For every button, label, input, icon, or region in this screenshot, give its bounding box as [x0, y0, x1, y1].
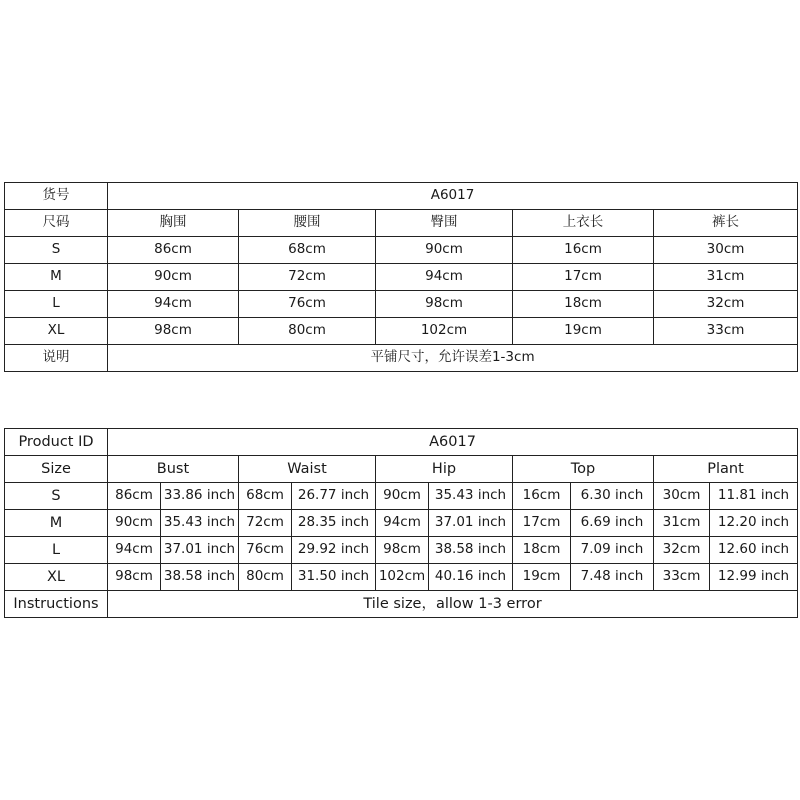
cm-cell: 94cm	[376, 510, 429, 537]
size-table-chinese	[4, 182, 798, 372]
value-cell: 102cm	[376, 318, 513, 345]
inch-cell: 11.81 inch	[710, 483, 798, 510]
size-label: Size	[5, 456, 108, 483]
inch-cell: 12.20 inch	[710, 510, 798, 537]
size-cell: S	[5, 237, 108, 264]
note-label: Instructions	[5, 591, 108, 618]
product-id-label: 货号	[5, 183, 108, 210]
size-cell: L	[5, 537, 108, 564]
cm-cell: 76cm	[239, 537, 292, 564]
inch-cell: 35.43 inch	[161, 510, 239, 537]
cm-cell: 94cm	[108, 537, 161, 564]
value-cell: 86cm	[108, 237, 239, 264]
size-cell: XL	[5, 564, 108, 591]
value-cell: 98cm	[108, 318, 239, 345]
cm-cell: 31cm	[654, 510, 710, 537]
cm-cell: 102cm	[376, 564, 429, 591]
table-row	[5, 291, 798, 318]
note-row	[5, 345, 798, 372]
table-row	[5, 483, 798, 510]
value-cell: 33cm	[654, 318, 798, 345]
cm-cell: 33cm	[654, 564, 710, 591]
size-table-english	[4, 428, 798, 618]
note-text: 平铺尺寸，允许误差1-3cm	[108, 345, 798, 372]
table-row	[5, 237, 798, 264]
column-header-bust: Bust	[108, 456, 239, 483]
value-cell: 90cm	[108, 264, 239, 291]
column-header-pants-length: 裤长	[654, 210, 798, 237]
inch-cell: 38.58 inch	[161, 564, 239, 591]
column-header-bust: 胸围	[108, 210, 239, 237]
inch-cell: 37.01 inch	[429, 510, 513, 537]
value-cell: 32cm	[654, 291, 798, 318]
cm-cell: 17cm	[513, 510, 571, 537]
size-cell: M	[5, 510, 108, 537]
table-row	[5, 537, 798, 564]
column-header-waist: 腰围	[239, 210, 376, 237]
size-cell: XL	[5, 318, 108, 345]
inch-cell: 28.35 inch	[292, 510, 376, 537]
note-row	[5, 591, 798, 618]
inch-cell: 29.92 inch	[292, 537, 376, 564]
cm-cell: 80cm	[239, 564, 292, 591]
value-cell: 72cm	[239, 264, 376, 291]
inch-cell: 37.01 inch	[161, 537, 239, 564]
product-id-row	[5, 429, 798, 456]
value-cell: 98cm	[376, 291, 513, 318]
inch-cell: 6.69 inch	[571, 510, 654, 537]
product-id-value: A6017	[108, 183, 798, 210]
inch-cell: 40.16 inch	[429, 564, 513, 591]
inch-cell: 7.48 inch	[571, 564, 654, 591]
product-id-row	[5, 183, 798, 210]
column-header-hip: Hip	[376, 456, 513, 483]
cm-cell: 16cm	[513, 483, 571, 510]
table-row	[5, 564, 798, 591]
inch-cell: 31.50 inch	[292, 564, 376, 591]
size-cell: M	[5, 264, 108, 291]
size-label: 尺码	[5, 210, 108, 237]
cm-cell: 68cm	[239, 483, 292, 510]
cm-cell: 90cm	[108, 510, 161, 537]
cm-cell: 90cm	[376, 483, 429, 510]
inch-cell: 38.58 inch	[429, 537, 513, 564]
column-header-waist: Waist	[239, 456, 376, 483]
product-id-value: A6017	[108, 429, 798, 456]
column-header-hip: 臀围	[376, 210, 513, 237]
inch-cell: 26.77 inch	[292, 483, 376, 510]
cm-cell: 98cm	[376, 537, 429, 564]
table-row	[5, 318, 798, 345]
size-cell: S	[5, 483, 108, 510]
inch-cell: 12.99 inch	[710, 564, 798, 591]
cm-cell: 32cm	[654, 537, 710, 564]
header-row	[5, 456, 798, 483]
cm-cell: 86cm	[108, 483, 161, 510]
size-cell: L	[5, 291, 108, 318]
header-row	[5, 210, 798, 237]
value-cell: 80cm	[239, 318, 376, 345]
inch-cell: 6.30 inch	[571, 483, 654, 510]
value-cell: 68cm	[239, 237, 376, 264]
inch-cell: 7.09 inch	[571, 537, 654, 564]
value-cell: 16cm	[513, 237, 654, 264]
column-header-top: Top	[513, 456, 654, 483]
value-cell: 17cm	[513, 264, 654, 291]
value-cell: 76cm	[239, 291, 376, 318]
cm-cell: 30cm	[654, 483, 710, 510]
cm-cell: 18cm	[513, 537, 571, 564]
value-cell: 94cm	[376, 264, 513, 291]
value-cell: 30cm	[654, 237, 798, 264]
table-row	[5, 264, 798, 291]
cm-cell: 72cm	[239, 510, 292, 537]
inch-cell: 33.86 inch	[161, 483, 239, 510]
inch-cell: 12.60 inch	[710, 537, 798, 564]
cm-cell: 19cm	[513, 564, 571, 591]
product-id-label: Product ID	[5, 429, 108, 456]
note-label: 说明	[5, 345, 108, 372]
note-text: Tile size，allow 1-3 error	[108, 591, 798, 618]
value-cell: 94cm	[108, 291, 239, 318]
value-cell: 19cm	[513, 318, 654, 345]
value-cell: 31cm	[654, 264, 798, 291]
cm-cell: 98cm	[108, 564, 161, 591]
value-cell: 18cm	[513, 291, 654, 318]
table-row	[5, 510, 798, 537]
column-header-plant: Plant	[654, 456, 798, 483]
value-cell: 90cm	[376, 237, 513, 264]
inch-cell: 35.43 inch	[429, 483, 513, 510]
column-header-top-length: 上衣长	[513, 210, 654, 237]
